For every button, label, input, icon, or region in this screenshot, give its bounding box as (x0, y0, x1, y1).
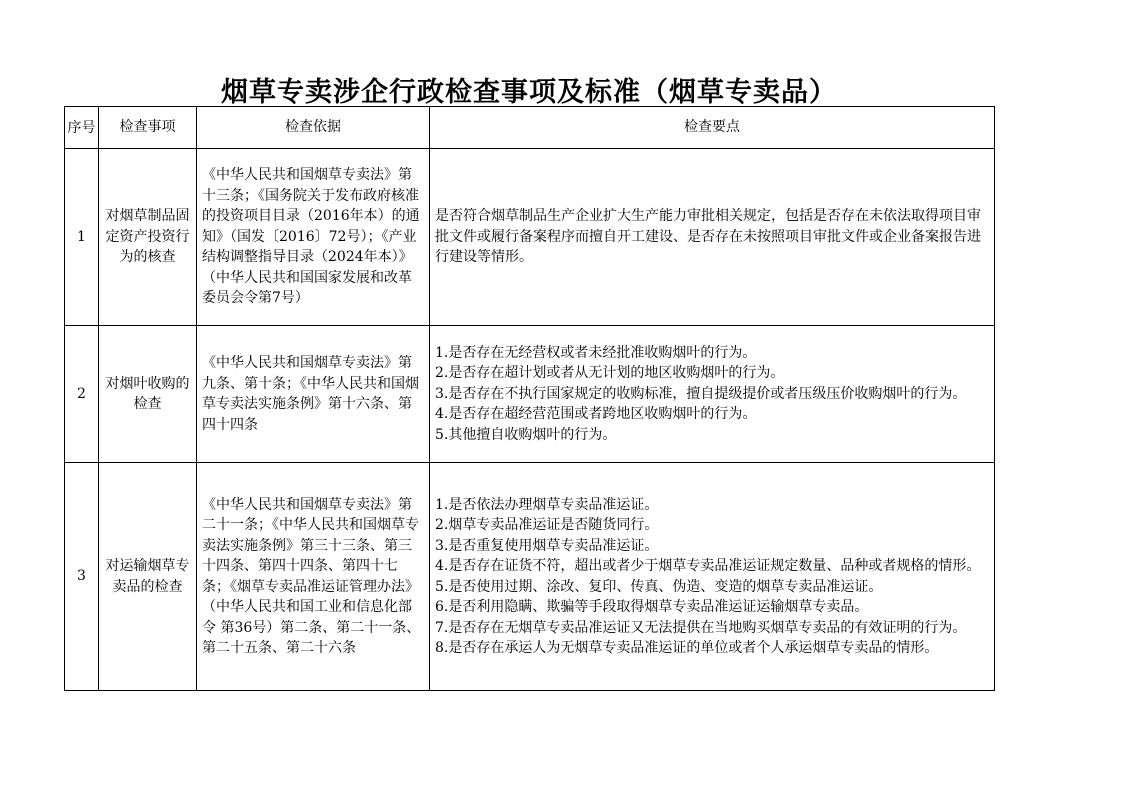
table-header-row (65, 107, 995, 149)
check-point: 2.是否存在超计划或者从无计划的地区收购烟叶的行为。 (435, 365, 785, 382)
check-point: 8.是否存在承运人为无烟草专卖品准运证的单位或者个人承运烟草专卖品的情形。 (435, 640, 939, 656)
row-item: 对烟草制品固定资产投资行为的核查 (99, 149, 197, 326)
page-title: 烟草专卖涉企行政检查事项及标准（烟草专卖品） (221, 77, 837, 108)
table-row (65, 326, 995, 463)
row-basis: 《中华人民共和国烟草专卖法》第十三条；《国务院关于发布政府核准的投资项目目录（2016年本）的通知》（国发〔2016〕72号）；《产业结构调整指导目录（2024年本）》（中华人民共和国国家发展和改革委员会令第7号） (197, 149, 430, 326)
row-points (430, 463, 995, 691)
check-point: 5.其他擅自收购烟叶的行为。 (435, 426, 617, 443)
check-point: 5.是否使用过期、涂改、复印、传真、伪造、变造的烟草专卖品准运证。 (435, 578, 883, 595)
row-num: 1 (65, 149, 99, 326)
inspection-table (64, 106, 995, 691)
row-points (430, 326, 995, 463)
check-point: 3.是否存在不执行国家规定的收购标准，擅自提级提价或者压级压价收购烟叶的行为。 (435, 385, 967, 402)
check-point: 6.是否利用隐瞒、欺骗等手段取得烟草专卖品准运证运输烟草专卖品。 (435, 599, 869, 615)
row-basis: 《中华人民共和国烟草专卖法》第二十一条；《中华人民共和国烟草专卖法实施条例》第三十三条、第三十四条、第四十四条、第四十七条；《烟草专卖品准运证管理办法》（中华人民共和国工业和信息化部令 第36号）第二条、第二十一条、第二十五条、第二十六条 (197, 463, 430, 691)
row-num: 3 (65, 463, 99, 691)
check-point: 4.是否存在证货不符，超出或者少于烟草专卖品准运证规定数量、品种或者规格的情形。 (435, 558, 981, 574)
header-num: 序号 (65, 107, 99, 149)
header-basis: 检查依据 (197, 107, 430, 149)
row-basis: 《中华人民共和国烟草专卖法》第九条、第十条；《中华人民共和国烟草专卖法实施条例》第十六条、第四十四条 (197, 326, 430, 463)
row-points (430, 149, 995, 326)
check-point: 7.是否存在无烟草专卖品准运证又无法提供在当地购买烟草专卖品的有效证明的行为。 (435, 619, 967, 636)
check-point: 2.烟草专卖品准运证是否随货同行。 (435, 517, 659, 533)
table-row (65, 149, 995, 326)
row-num: 2 (65, 326, 99, 463)
check-point: 是否符合烟草制品生产企业扩大生产能力审批相关规定，包括是否存在未依法取得项目审批文件或履行备案程序而擅自开工建设、是否存在未按照项目审批文件或企业备案报告进行建设等情形。 (435, 208, 981, 266)
check-point: 1.是否存在无经营权或者未经批准收购烟叶的行为。 (435, 344, 757, 361)
table-row (65, 463, 995, 691)
header-item: 检查事项 (99, 107, 197, 149)
check-point: 1.是否依法办理烟草专卖品准运证。 (435, 496, 659, 513)
check-point: 3.是否重复使用烟草专卖品准运证。 (435, 537, 659, 554)
row-item: 对烟叶收购的检查 (99, 326, 197, 463)
row-item: 对运输烟草专卖品的检查 (99, 463, 197, 691)
check-point: 4.是否存在超经营范围或者跨地区收购烟叶的行为。 (435, 406, 757, 423)
header-points: 检查要点 (430, 107, 995, 149)
